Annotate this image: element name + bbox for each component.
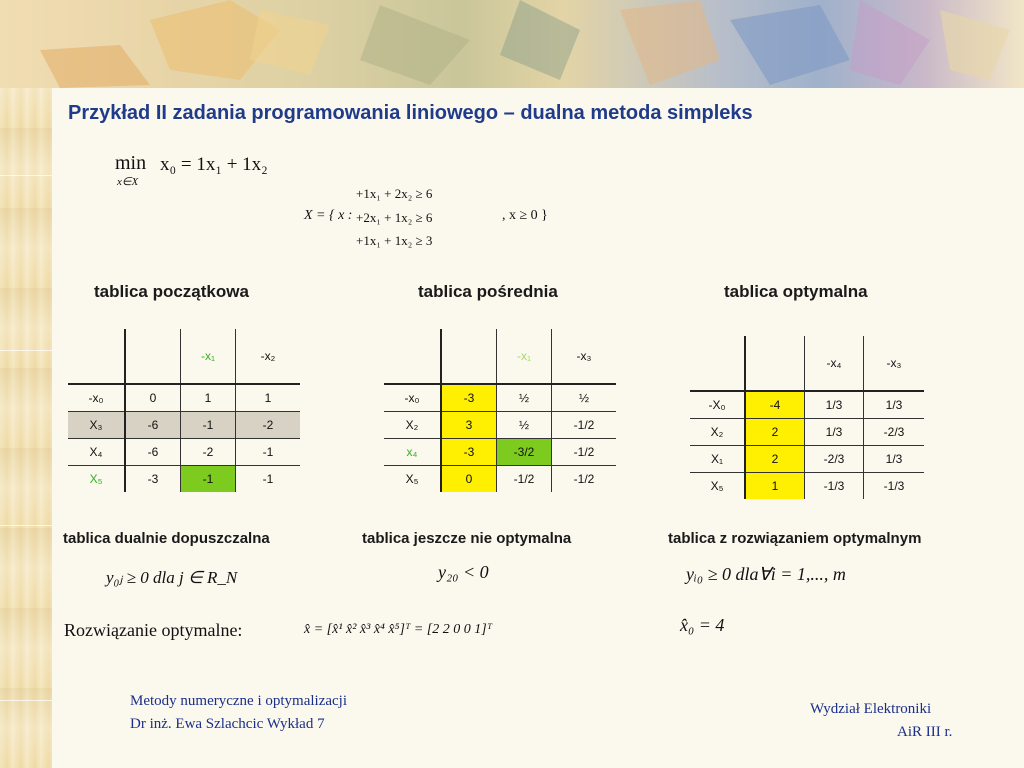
heading-intermediate-table: tablica pośrednia: [418, 282, 558, 301]
table-cell: 1/3: [805, 391, 864, 419]
condition-not-optimal: y₂₀ < 0: [438, 562, 489, 582]
table-cell: 1/3: [864, 446, 925, 473]
footer-course: Metody numeryczne i optymalizacji: [130, 693, 348, 709]
table-corner: [68, 329, 125, 384]
column-header: -x₁: [497, 329, 552, 384]
heading-optimal-table: tablica optymalna: [724, 282, 868, 301]
table-cell: 3: [441, 412, 497, 439]
banner-leaves-image: [0, 0, 1024, 88]
column-header: -x₂: [236, 329, 301, 384]
footer-faculty: Wydział Elektroniki: [810, 701, 932, 717]
constraint-row-1: +1x₁ + 2x₂ ≥ 6: [356, 186, 433, 201]
footer-lecturer: Dr inż. Ewa Szlachcic Wykład 7: [130, 716, 325, 732]
row-label: x₄: [384, 439, 441, 466]
table-corner: [690, 336, 745, 391]
row-label: X₂: [690, 419, 745, 446]
row-label: X₂: [384, 412, 441, 439]
heading-initial-table: tablica początkowa: [94, 282, 249, 301]
table-cell: -3: [125, 466, 181, 493]
top-decorative-banner: [0, 0, 1024, 88]
left-bar-divider: [0, 175, 52, 176]
table-cell: -1: [181, 412, 236, 439]
solution-label: Rozwiązanie optymalne:: [64, 620, 243, 640]
table-cell: -2/3: [805, 446, 864, 473]
table-cell: -6: [125, 412, 181, 439]
table-cell: 2: [745, 419, 805, 446]
table-cell: 1: [745, 473, 805, 500]
column-header: -x₃: [864, 336, 925, 391]
table-cell: -2/3: [864, 419, 925, 446]
row-label: X₁: [690, 446, 745, 473]
subheading-not-optimal: tablica jeszcze nie optymalna: [362, 530, 572, 547]
table-corner: [745, 336, 805, 391]
constraint-set-tail: , x ≥ 0 }: [502, 208, 548, 223]
table-cell: -1/2: [552, 412, 617, 439]
table-cell: -1: [262, 472, 274, 486]
table-cell: -1/2: [497, 466, 552, 493]
simplex-table-initial: [68, 329, 300, 492]
simplex-table-intermediate: [384, 329, 616, 492]
column-header: -x₃: [552, 329, 617, 384]
column-header: -x₄: [805, 336, 864, 391]
table-corner: [125, 329, 181, 384]
table-cell: -2: [236, 412, 301, 439]
subheading-dual-feasible: tablica dualnie dopuszczalna: [63, 530, 270, 547]
table-cell: -2: [181, 439, 236, 466]
table-cell: -1/2: [552, 439, 617, 466]
table-cell: 1/3: [864, 391, 925, 419]
table-cell: -3: [441, 439, 497, 466]
table-cell: -6: [125, 439, 181, 466]
pivot-cell: -3/2: [497, 439, 552, 466]
constraint-row-2: +2x₁ + 1x₂ ≥ 6: [356, 210, 433, 225]
solution-vector: x̂ = [x̂¹ x̂² x̂³ x̂⁴ x̂⁵]ᵀ = [2 2 0 0 1]ᵀ: [304, 622, 493, 637]
left-decorative-bar: [0, 0, 52, 768]
table-cell: -3: [441, 384, 497, 412]
objective-min-subscript: x∈X: [117, 176, 139, 188]
row-label: -X₀: [690, 391, 745, 419]
table-corner: [441, 329, 497, 384]
table-cell: 0: [125, 384, 181, 412]
row-label: X₃: [68, 412, 125, 439]
table-cell: ½: [497, 412, 552, 439]
constraint-row-3: +1x₁ + 1x₂ ≥ 3: [356, 233, 433, 248]
table-cell: -4: [745, 391, 805, 419]
row-label: X₅: [690, 473, 745, 500]
pivot-cell: -1: [181, 466, 236, 493]
table-cell: 1/3: [805, 419, 864, 446]
objective-min: min: [115, 152, 147, 174]
row-label: X₅: [384, 466, 441, 493]
column-header: -x₁: [181, 329, 236, 384]
table-cell: -1/2: [573, 472, 595, 486]
table-cell: 2: [745, 446, 805, 473]
table-cell: ½: [497, 384, 552, 412]
table-cell: ½: [552, 384, 617, 412]
condition-dual-feasible: y₀ⱼ ≥ 0 dla j ∈ R_N: [106, 568, 238, 587]
table-cell: -1/3: [883, 479, 905, 493]
table-cell: 1: [181, 384, 236, 412]
row-label: -x₀: [68, 384, 125, 412]
table-corner: [384, 329, 441, 384]
simplex-table-optimal: [690, 336, 924, 499]
constraint-set-lhs: X = { x :: [304, 208, 353, 223]
optimal-objective-value: x̂₀ = 4: [680, 615, 725, 635]
table-cell: 1: [236, 384, 301, 412]
row-label: -x₀: [384, 384, 441, 412]
left-bar-divider: [0, 525, 52, 526]
table-cell: -1/3: [805, 473, 864, 500]
left-bar-divider: [0, 350, 52, 351]
left-bar-divider: [0, 700, 52, 701]
footer-year: AiR III r.: [897, 724, 953, 740]
slide-title: Przykład II zadania programowania liniowego – dualna metoda simpleks: [68, 102, 753, 124]
subheading-optimal-solution: tablica z rozwiązaniem optymalnym: [668, 530, 922, 547]
row-label: X₅: [68, 466, 125, 493]
row-label: X₄: [68, 439, 125, 466]
table-cell: -1: [236, 439, 301, 466]
table-cell: 0: [441, 466, 497, 493]
objective-expression: x₀ = 1x₁ + 1x₂: [160, 154, 268, 175]
condition-optimal: yᵢ₀ ≥ 0 dla∀i = 1,..., m: [686, 564, 846, 584]
